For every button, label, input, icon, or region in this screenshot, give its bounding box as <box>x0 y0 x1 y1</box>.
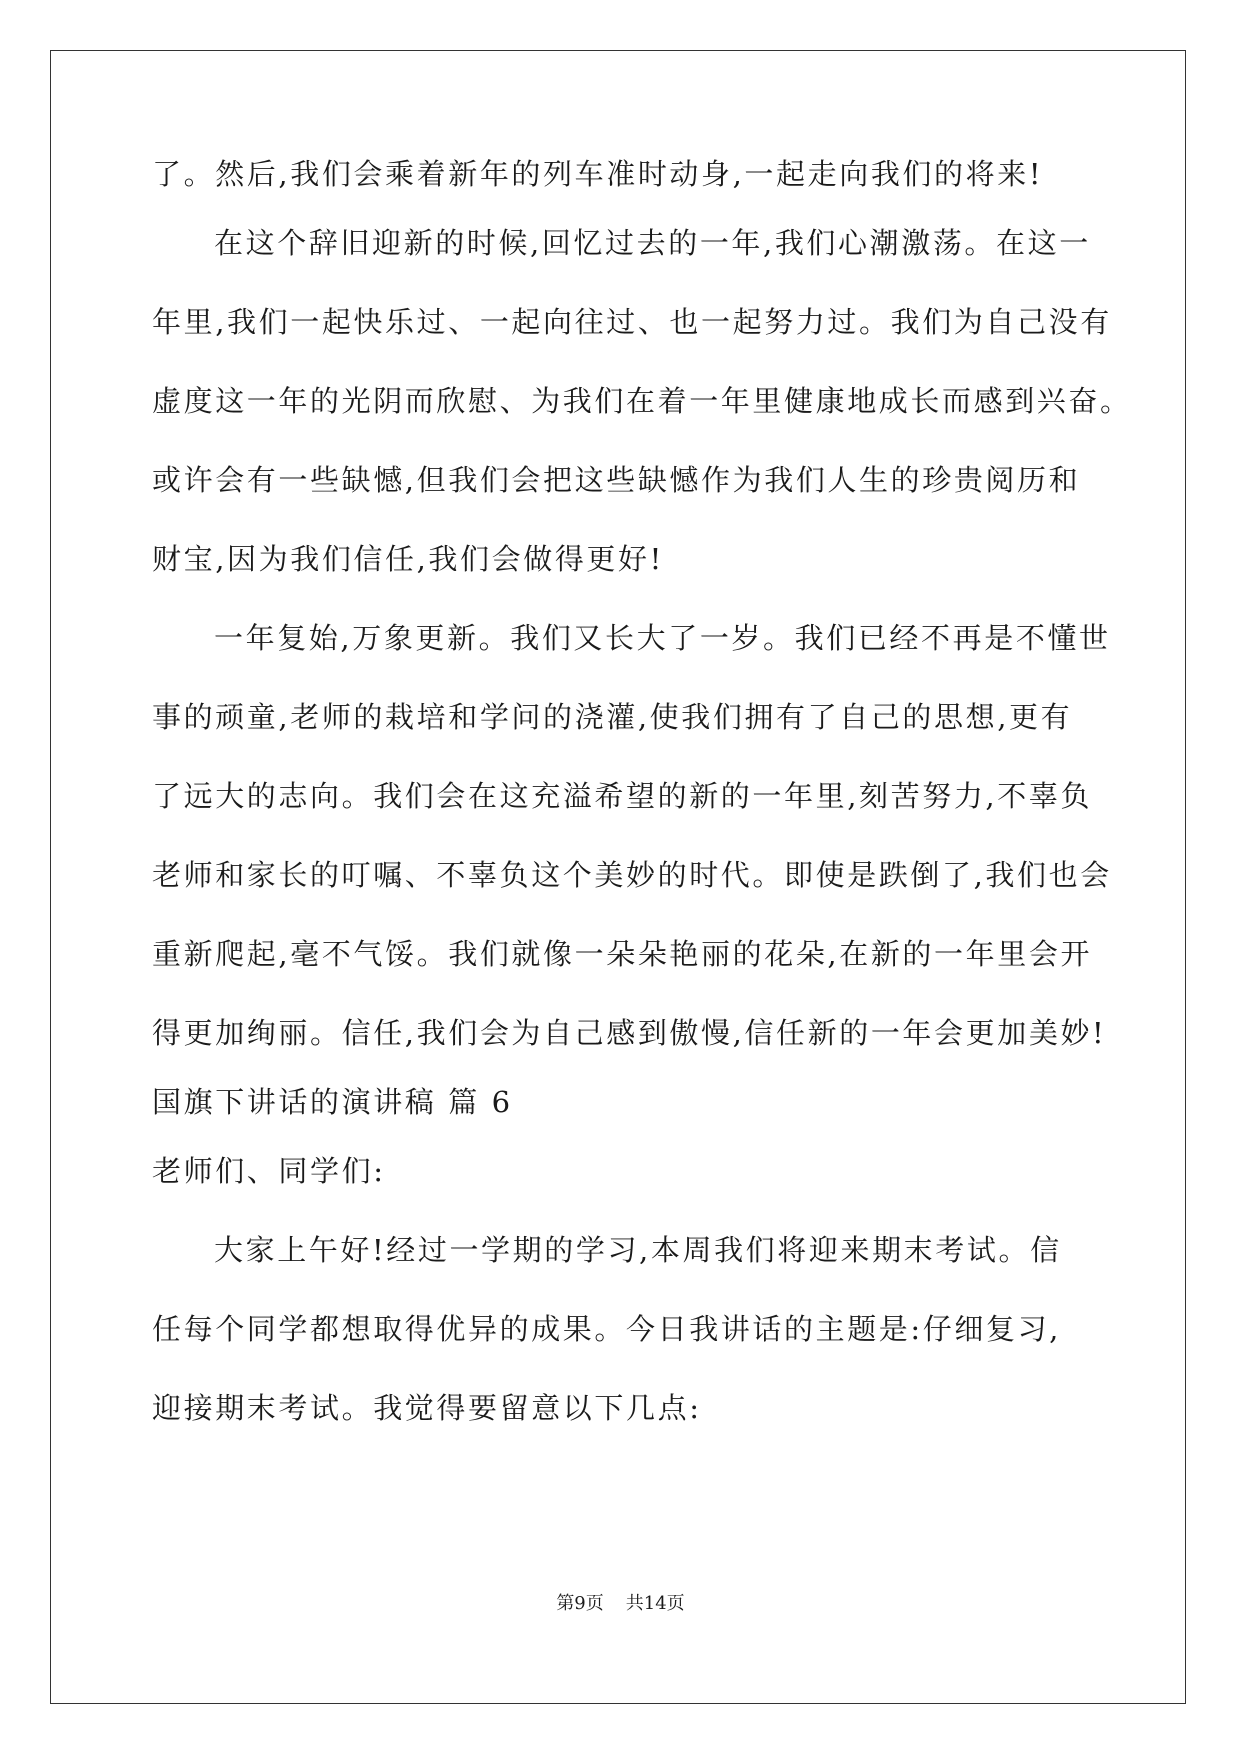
text-line-1: 了。然后,我们会乘着新年的列车准时动身,一起走向我们的将来! <box>152 157 1044 191</box>
page-total: 共14页 <box>625 1593 685 1614</box>
text-line-16: 任每个同学都想取得优异的成果。今日我讲话的主题是:仔细复习, <box>152 1312 1061 1346</box>
text-line-2: 在这个辞旧迎新的时候,回忆过去的一年,我们心潮激荡。在这一 <box>214 226 1091 260</box>
text-line-7: 一年复始,万象更新。我们又长大了一岁。我们已经不再是不懂世 <box>214 621 1111 655</box>
text-line-15: 大家上午好!经过一学期的学习,本周我们将迎来期末考试。信 <box>214 1233 1062 1267</box>
text-line-11: 重新爬起,毫不气馁。我们就像一朵朵艳丽的花朵,在新的一年里会开 <box>152 937 1093 971</box>
text-line-12: 得更加绚丽。信任,我们会为自己感到傲慢,信任新的一年会更加美妙! <box>152 1016 1107 1050</box>
text-line-9: 了远大的志向。我们会在这充溢希望的新的一年里,刻苦努力,不辜负 <box>152 779 1093 813</box>
page-footer <box>0 1592 1241 1616</box>
text-line-4: 虚度这一年的光阴而欣慰、为我们在着一年里健康地成长而感到兴奋。 <box>152 384 1132 418</box>
text-line-17: 迎接期末考试。我觉得要留意以下几点: <box>152 1391 702 1425</box>
text-line-5: 或许会有一些缺憾,但我们会把这些缺憾作为我们人生的珍贵阅历和 <box>152 463 1081 497</box>
text-line-8: 事的顽童,老师的栽培和学问的浇灌,使我们拥有了自己的思想,更有 <box>152 700 1073 734</box>
page-number: 第9页 <box>556 1593 604 1614</box>
salutation: 老师们、同学们: <box>152 1154 386 1188</box>
text-line-10: 老师和家长的叮嘱、不辜负这个美妙的时代。即使是跌倒了,我们也会 <box>152 858 1112 892</box>
text-line-6: 财宝,因为我们信任,我们会做得更好! <box>152 542 664 576</box>
text-line-3: 年里,我们一起快乐过、一起向往过、也一起努力过。我们为自己没有 <box>152 305 1112 339</box>
section-heading: 国旗下讲话的演讲稿 篇 6 <box>152 1085 513 1119</box>
